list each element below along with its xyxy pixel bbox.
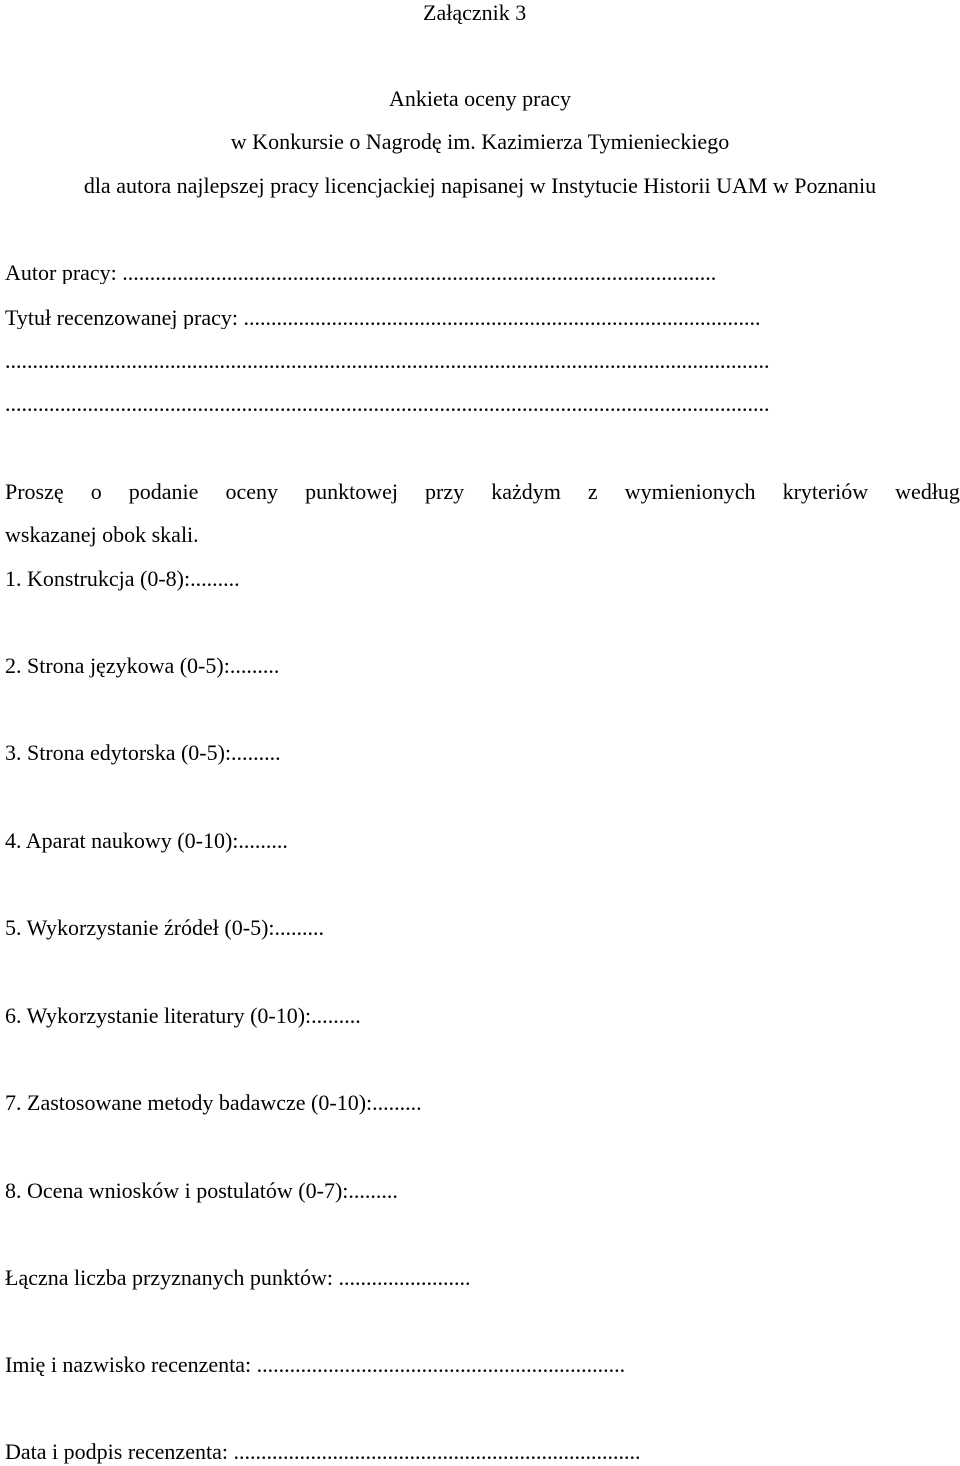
criterion-research-methods: [5, 1092, 422, 1114]
instruction-word: przy: [425, 479, 465, 504]
instruction-word: podanie: [128, 479, 199, 504]
competition-name: w Konkursie o Nagrodę im. Kazimierza Tymienieckiego: [230, 129, 730, 154]
thesis-title-continuation-2: ...........................................................................................................................................: [5, 393, 770, 415]
criterion-construction: [5, 568, 240, 590]
thesis-title-continuation-1: ...........................................................................................................................................: [5, 350, 770, 372]
instruction-word: każdym: [491, 479, 561, 504]
thesis-title-field: Tytuł recenzowanej pracy: ..............................................................................................: [5, 307, 761, 329]
instruction-word: punktowej: [305, 479, 398, 504]
criterion-scholarly-apparatus: [5, 830, 288, 852]
criterion-blank: ......: [247, 740, 281, 765]
instruction-word: Proszę: [5, 479, 64, 504]
instruction-word: o: [90, 479, 102, 504]
criterion-blank: ......: [364, 1178, 398, 1203]
criterion-label: 2. Strona językowa (0-5):...: [5, 653, 247, 678]
attachment-label: Załącznik 3: [423, 0, 527, 25]
instructions-line-2: wskazanej obok skali.: [5, 522, 199, 547]
criterion-sources: [5, 917, 324, 939]
competition-description: dla autora najlepszej pracy licencjackiej napisanej w Instytucie Historii UAM w Poznaniu: [83, 173, 877, 198]
criterion-editorial: [5, 742, 281, 764]
criterion-label: 7. Zastosowane metody badawcze (0-10):...: [5, 1090, 389, 1115]
reviewer-name-field: Imię i nazwisko recenzenta: ...................................................................: [5, 1352, 626, 1377]
criterion-literature: [5, 1005, 361, 1027]
total-points-field: Łączna liczba przyznanych punktów: ........................: [5, 1265, 471, 1290]
instruction-word: wymienionych: [624, 479, 756, 504]
criterion-conclusions: [5, 1180, 398, 1202]
reviewer-signature-field: Data i podpis recenzenta: ..........................................................................: [5, 1439, 641, 1464]
criterion-label: 4. Aparat naukowy (0-10):...: [5, 828, 255, 853]
instructions-line-1: [5, 481, 960, 503]
criterion-blank: ......: [327, 1003, 361, 1028]
criterion-label: 3. Strona edytorska (0-5):...: [5, 740, 248, 765]
criterion-blank: ......: [246, 653, 280, 678]
criterion-blank: ......: [388, 1090, 422, 1115]
criterion-label: 5. Wykorzystanie źródeł (0-5):...: [5, 915, 292, 940]
criterion-label: 6. Wykorzystanie literatury (0-10):...: [5, 1003, 328, 1028]
survey-title: Ankieta oceny pracy: [388, 86, 572, 111]
criterion-label: 8. Ocena wniosków i postulatów (0-7):...: [5, 1178, 365, 1203]
instruction-word: kryteriów: [782, 479, 869, 504]
criterion-blank: ......: [291, 915, 325, 940]
criterion-label: 1. Konstrukcja (0-8):...: [5, 566, 207, 591]
author-field: Autor pracy: ............................................................................................................: [5, 262, 717, 284]
criterion-blank: ......: [254, 828, 288, 853]
criterion-blank: ......: [206, 566, 240, 591]
instruction-word: z: [587, 479, 598, 504]
instruction-word: według: [895, 479, 960, 504]
criterion-language: [5, 655, 279, 677]
instruction-word: oceny: [225, 479, 279, 504]
